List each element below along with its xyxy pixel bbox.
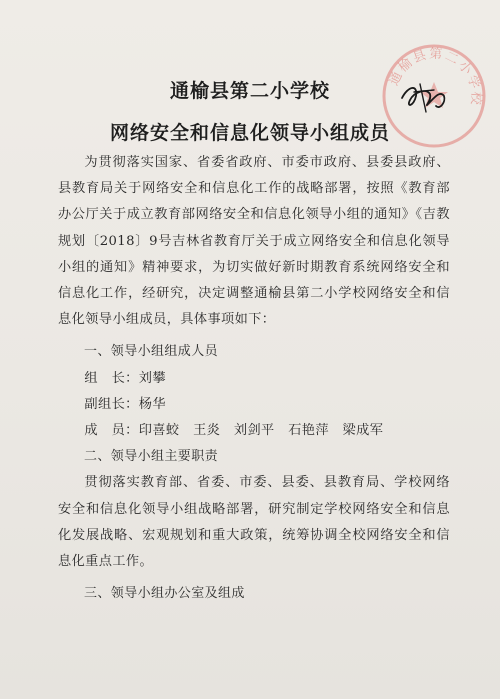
section2-heading: 二、领导小组主要职责	[84, 449, 219, 465]
section2-paragraph: 贯彻落实教育部、省委、市委、县委、县教育局、学校网络安全和信息化领导小组战略部署，研究制定学校网络安全和信息化发展战略、宏观规划和重大政策，统筹协调全校网络安全和信息化重点工作。	[58, 475, 450, 570]
intro-paragraph: 为贯彻落实国家、省委省政府、市委市政府、县委县政府、县教育局关于网络安全和信息化工作的战略部署，按照《教育部办公厅关于成立教育部网络安全和信息化领导小组的通知》《吉教规划〔2018〕9号吉林省教育厅关于成立网络安全和信息化领导小组的通知》精神要求，为切实做好新时期教育系统网络安全和信息化工作，经研究，决定调整通榆县第二小学校网络安全和信息化领导小组成员，具体事项如下：	[58, 155, 450, 328]
document-body	[58, 150, 450, 607]
document-title: 网络安全和信息化领导小组成员	[109, 122, 390, 144]
section3-heading: 三、领导小组办公室及组成	[84, 586, 245, 602]
school-title: 通榆县第二小学校	[169, 80, 330, 102]
section1-heading: 一、领导小组组成人员	[84, 344, 219, 360]
members-line: 成 员：印喜蛟 王炎 刘剑平 石艳萍 梁成军	[84, 423, 384, 439]
svg-text:通榆县第二小学校: 通榆县第二小学校	[386, 46, 484, 108]
deputy-leader-line: 副组长：杨华	[84, 396, 166, 412]
handwritten-signature	[396, 78, 452, 116]
leader-line: 组 长：刘攀	[84, 370, 166, 386]
